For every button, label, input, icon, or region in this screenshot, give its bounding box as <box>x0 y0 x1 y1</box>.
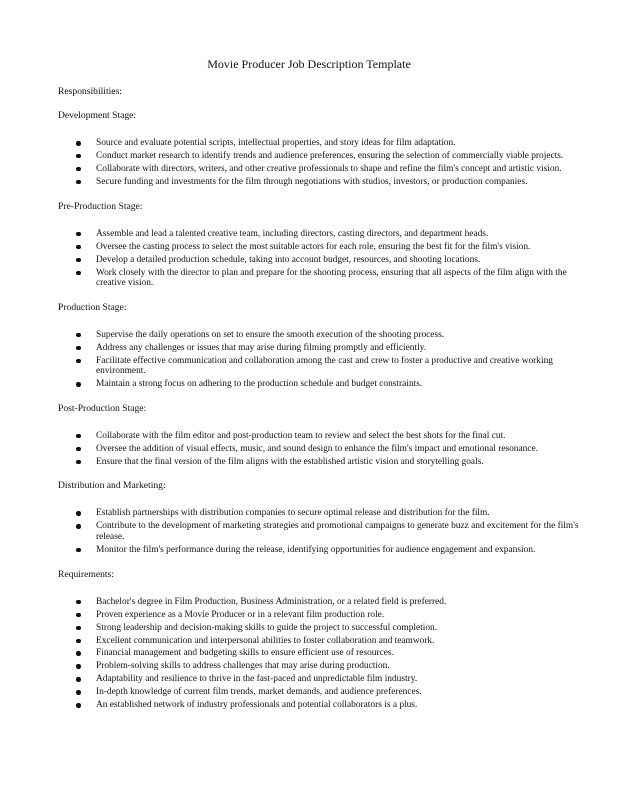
list-item <box>58 457 586 468</box>
bullet-icon <box>76 626 81 631</box>
bullet-list <box>58 229 586 289</box>
bullet-icon <box>76 245 81 250</box>
list-item <box>58 268 586 289</box>
list-item-text: Monitor the film's performance during the release, identifying opportunities for audience engagement and expansion. <box>96 544 536 555</box>
document-sections <box>58 110 586 711</box>
bullet-icon <box>76 447 81 452</box>
list-item <box>58 636 586 647</box>
list-item-text: In-depth knowledge of current film trends, market demands, and audience preferences. <box>96 687 422 698</box>
bullet-icon <box>76 258 81 263</box>
bullet-icon <box>76 167 81 172</box>
bullet-list <box>58 330 586 390</box>
list-item-text: Bachelor's degree in Film Production, Business Administration, or a related field is preferred. <box>96 596 447 607</box>
list-item <box>58 508 586 519</box>
section-heading-pre-production-stage: Pre-Production Stage: <box>58 200 143 212</box>
list-item <box>58 379 586 390</box>
section-heading-development-stage: Development Stage: <box>58 110 137 121</box>
bullet-icon <box>76 434 81 439</box>
list-item <box>58 164 586 175</box>
bullet-icon <box>76 600 81 605</box>
list-item <box>58 444 586 455</box>
list-item <box>58 521 586 542</box>
list-item-text: Adaptability and resilience to thrive in the fast-paced and unpredictable film industry. <box>96 674 418 685</box>
list-item <box>58 661 586 672</box>
list-item-text: Ensure that the final version of the film aligns with the established artistic vision and storytelling goals. <box>96 456 484 467</box>
bullet-list <box>58 597 586 711</box>
list-item <box>58 674 586 685</box>
list-item-text: Work closely with the director to plan and prepare for the shooting process, ensuring that all aspects of the film align with the creative vision. <box>96 267 567 289</box>
list-item-text: Secure funding and investments for the film through negotiations with studios, investors, or production companies. <box>96 176 528 187</box>
bullet-icon <box>76 460 81 465</box>
list-item <box>58 138 586 149</box>
bullet-icon <box>76 639 81 644</box>
list-item <box>58 597 586 608</box>
list-item-text: Proven experience as a Movie Producer or in a relevant film production role. <box>96 609 385 620</box>
list-item <box>58 330 586 341</box>
list-item <box>58 343 586 354</box>
bullet-icon <box>76 180 81 185</box>
list-item-text: Problem-solving skills to address challenges that may arise during production. <box>96 661 390 672</box>
bullet-icon <box>76 651 81 656</box>
list-item-text: Address any challenges or issues that may arise during filming promptly and efficiently. <box>96 342 427 353</box>
list-item-text: Facilitate effective communication and collaboration among the cast and crew to foster a productive and creative working environment. <box>96 355 553 377</box>
bullet-icon <box>76 232 81 237</box>
list-item <box>58 356 586 377</box>
bullet-icon <box>76 333 81 338</box>
list-item-text: Contribute to the development of marketing strategies and promotional campaigns to generate buzz and excitement for the film's release. <box>96 521 579 542</box>
list-item <box>58 229 586 240</box>
list-item <box>58 431 586 442</box>
bullet-icon <box>76 613 81 618</box>
bullet-icon <box>76 703 81 708</box>
list-item <box>58 242 586 253</box>
bullet-list <box>58 138 586 188</box>
bullet-icon <box>76 664 81 669</box>
list-item <box>58 623 586 634</box>
bullet-icon <box>76 346 81 351</box>
list-item <box>58 151 586 162</box>
list-item-text: Maintain a strong focus on adhering to the production schedule and budget constraints. <box>96 379 423 390</box>
list-item <box>58 545 586 556</box>
list-item-text: Oversee the casting process to select the most suitable actors for each role, ensuring the best fit for the film's vision. <box>96 241 531 252</box>
list-item-text: Excellent communication and interpersonal abilities to foster collaboration and teamwork. <box>96 635 435 646</box>
bullet-list <box>58 431 586 468</box>
bullet-icon <box>76 141 81 146</box>
bullet-icon <box>76 548 81 553</box>
bullet-list <box>58 508 586 555</box>
bullet-icon <box>76 677 81 682</box>
list-item-text: Financial management and budgeting skills to ensure efficient use of resources. <box>96 648 394 659</box>
list-item-text: Develop a detailed production schedule, taking into account budget, resources, and shooting locations. <box>96 254 481 265</box>
list-item-text: Establish partnerships with distribution companies to secure optimal release and distribution for the film. <box>96 508 490 519</box>
list-item-text: Strong leadership and decision-making skills to guide the project to successful completion. <box>96 622 438 633</box>
bullet-icon <box>76 690 81 695</box>
bullet-icon <box>76 524 81 529</box>
list-item <box>58 177 586 188</box>
responsibilities-label: Responsibilities: <box>58 86 122 97</box>
list-item <box>58 648 586 659</box>
section-heading-requirements: Requirements: <box>58 568 114 580</box>
bullet-icon <box>76 382 81 387</box>
list-item-text: Conduct market research to identify trends and audience preferences, ensuring the selection of commercially viable projects. <box>96 150 564 161</box>
list-item-text: Supervise the daily operations on set to ensure the smooth execution of the shooting process. <box>96 329 445 340</box>
bullet-icon <box>76 359 81 364</box>
bullet-icon <box>76 271 81 276</box>
section-heading-distribution-and-marketing: Distribution and Marketing: <box>58 480 166 492</box>
list-item <box>58 255 586 266</box>
bullet-icon <box>76 154 81 159</box>
list-item-text: Assemble and lead a talented creative team, including directors, casting directors, and department heads. <box>96 228 489 239</box>
list-item-text: Collaborate with directors, writers, and other creative professionals to shape and refine the film's concept and artistic vision. <box>96 163 562 174</box>
list-item-text: An established network of industry professionals and potential collaborators is a plus. <box>96 700 418 711</box>
list-item-text: Source and evaluate potential scripts, intellectual properties, and story ideas for film adaptation. <box>96 138 456 148</box>
list-item-text: Oversee the addition of visual effects, music, and sound design to enhance the film's impact and emotional resonance. <box>96 443 539 454</box>
document-title: Movie Producer Job Description Template <box>207 57 411 71</box>
section-heading-production-stage: Production Stage: <box>58 301 127 313</box>
bullet-icon <box>76 511 81 516</box>
list-item-text: Collaborate with the film editor and post-production team to review and select the best shots for the final cut. <box>96 430 506 441</box>
list-item <box>58 610 586 621</box>
list-item <box>58 700 586 711</box>
section-heading-post-production-stage: Post-Production Stage: <box>58 402 147 414</box>
list-item <box>58 687 586 698</box>
